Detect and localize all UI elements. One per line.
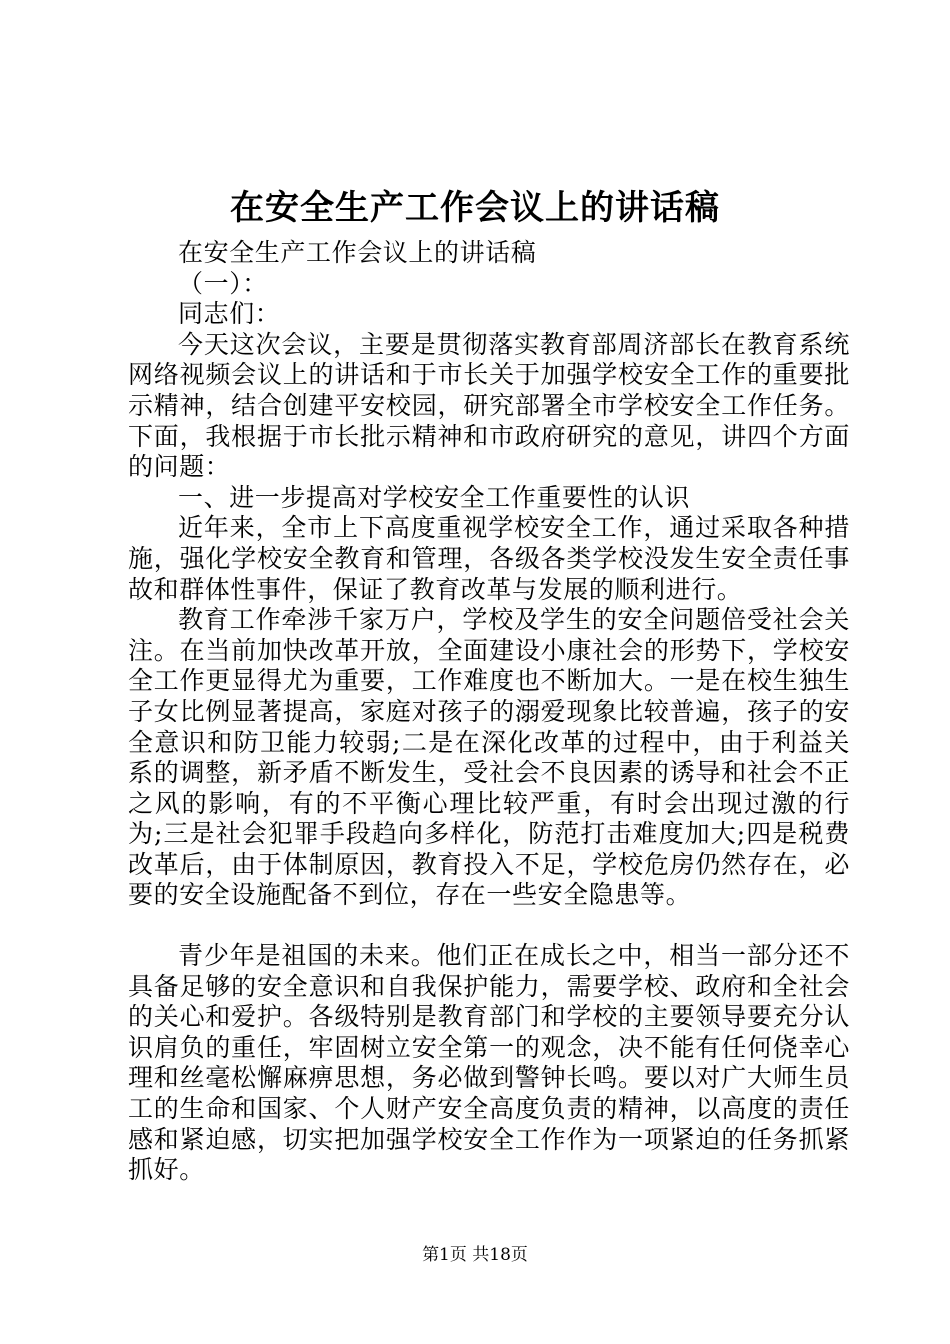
paragraph-spacer: [128, 911, 850, 941]
page-number-footer: 第1页 共18页: [422, 1245, 528, 1265]
subtitle-paragraph: 在安全生产工作会议上的讲话稿: [178, 238, 537, 267]
body-paragraph: 青少年是祖国的未来。他们正在成长之中，相当一部分还不具备足够的安全意识和自我保护能力，需要学校、政府和全社会的关心和爱护。各级特别是教育部门和学校的主要领导要充分认识肩负的重任，牢固树立安全第一的观念，决不能有任何侥幸心理和丝毫松懈麻痹思想，务必做到警钟长鸣。要以对广大师生员工的生命和国家、个人财产安全高度负责的精神，以高度的责任感和紧迫感，切实把加强学校安全工作作为一项紧迫的任务抓紧抓好。: [128, 941, 850, 1185]
document-title: 在安全生产工作会议上的讲话稿: [230, 188, 720, 228]
document-body: [128, 238, 850, 1186]
section-marker: （一）：: [178, 268, 268, 298]
body-paragraph: 教育工作牵涉千家万户，学校及学生的安全问题倍受社会关注。在当前加快改革开放，全面建设小康社会的形势下，学校安全工作更显得尤为重要，工作难度也不断加大。一是在校生独生子女比例显著提高，家庭对孩子的溺爱现象比较普遍，孩子的安全意识和防卫能力较弱;二是在深化改革的过程中，由于利益关系的调整，新矛盾不断发生，受社会不良因素的诱导和社会不正之风的影响，有的不平衡心理比较严重，有时会出现过激的行为;三是社会犯罪手段趋向多样化，防范打击难度加大;四是税费改革后，由于体制原因，教育投入不足，学校危房仍然存在，必要的安全设施配备不到位，存在一些安全隐患等。: [128, 605, 850, 910]
section-heading: 一、进一步提高对学校安全工作重要性的认识: [178, 482, 691, 512]
salutation: 同志们：: [178, 299, 281, 329]
intro-paragraph: 今天这次会议，主要是贯彻落实教育部周济部长在教育系统网络视频会议上的讲话和于市长关于加强学校安全工作的重要批示精神，结合创建平安校园，研究部署全市学校安全工作任务。下面，我根据于市长批示精神和市政府研究的意见，讲四个方面的问题：: [128, 329, 850, 482]
body-paragraph: 近年来，全市上下高度重视学校安全工作，通过采取各种措施，强化学校安全教育和管理，各级各类学校没发生安全责任事故和群体性事件，保证了教育改革与发展的顺利进行。: [128, 513, 850, 604]
